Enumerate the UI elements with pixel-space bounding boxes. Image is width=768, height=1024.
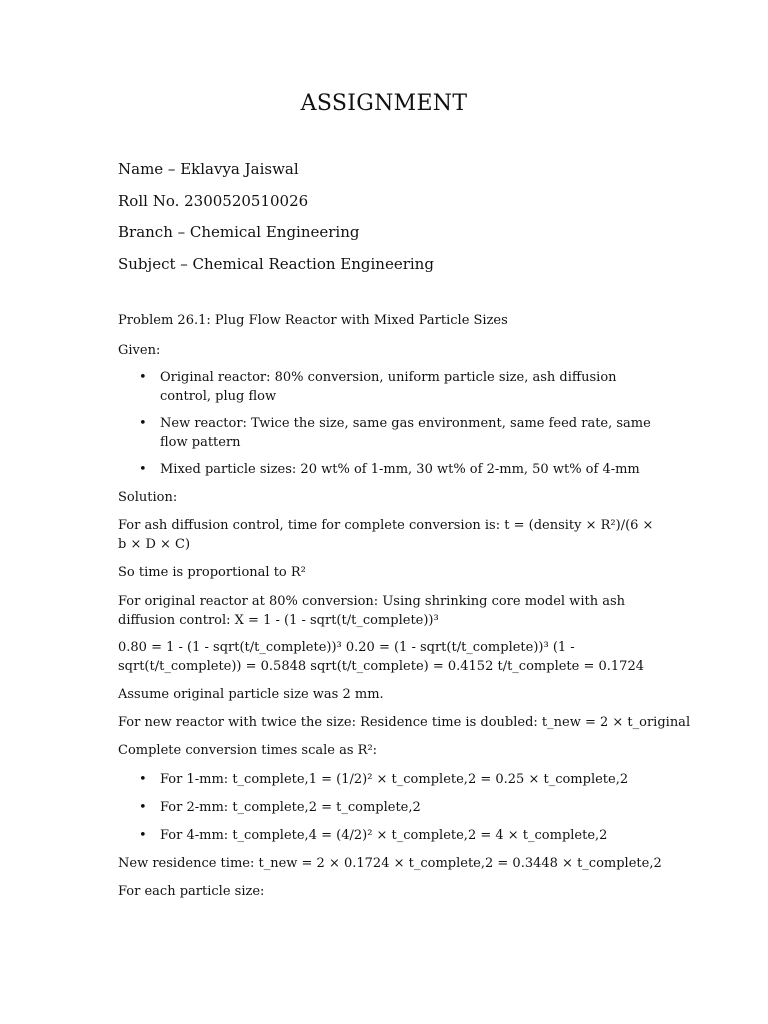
- bullet-text: For 1-mm: t_complete,1 = (1/2)² × t_complete,2 = 0.25 × t_complete,2: [160, 772, 629, 787]
- bullet-text: Mixed particle sizes: 20 wt% of 1-mm, 30 wt% of 2-mm, 50 wt% of 4-mm: [160, 462, 640, 477]
- bullet-text: For 4-mm: t_complete,4 = (4/2)² × t_complete,2 = 4 × t_complete,2: [160, 828, 608, 843]
- paragraph-each-particle-size: For each particle size:: [118, 884, 265, 899]
- bullet-icon: •: [139, 772, 147, 787]
- subject: Subject – Chemical Reaction Engineering: [118, 255, 434, 273]
- roll-number: Roll No. 2300520510026: [118, 192, 309, 210]
- branch: Branch – Chemical Engineering: [118, 223, 360, 241]
- solution-label: Solution:: [118, 490, 178, 505]
- bullet-icon: •: [139, 828, 147, 843]
- document-title: ASSIGNMENT: [300, 91, 468, 116]
- paragraph-ash-diffusion-time: For ash diffusion control, time for complete conversion is: t = (density × R²)/(6 × b × D × C): [118, 518, 654, 552]
- bullet-icon: •: [139, 462, 147, 477]
- bullet-icon: •: [139, 800, 147, 815]
- paragraph-original-reactor: For original reactor at 80% conversion: Using shrinking core model with ash diffusion control: X = 1 - (1 - sqrt(t/t_complete))³: [118, 594, 625, 628]
- bullet-icon: •: [139, 370, 147, 385]
- paragraph-proportionality: So time is proportional to R²: [118, 565, 306, 580]
- bullet-text: Original reactor: 80% conversion, uniform particle size, ash diffusion control, plug flow: [160, 370, 617, 404]
- paragraph-new-reactor: For new reactor with twice the size: Residence time is doubled: t_new = 2 × t_original: [118, 715, 691, 730]
- bullet-text: New reactor: Twice the size, same gas environment, same feed rate, same flow pattern: [160, 416, 651, 450]
- paragraph-assumption: Assume original particle size was 2 mm.: [118, 687, 384, 702]
- problem-title: Problem 26.1: Plug Flow Reactor with Mixed Particle Sizes: [118, 313, 508, 328]
- bullet-text: For 2-mm: t_complete,2 = t_complete,2: [160, 800, 421, 815]
- given-label: Given:: [118, 343, 161, 358]
- paragraph-scaling: Complete conversion times scale as R²:: [118, 743, 378, 758]
- bullet-icon: •: [139, 416, 147, 431]
- paragraph-new-residence-time: New residence time: t_new = 2 × 0.1724 × t_complete,2 = 0.3448 × t_complete,2: [118, 856, 662, 871]
- paragraph-calculation: 0.80 = 1 - (1 - sqrt(t/t_complete))³ 0.20 = (1 - sqrt(t/t_complete))³ (1 - sqrt(t/t_complete)) = 0.5848 sqrt(t/t_complete) = 0.4152 t/t_complete = 0.1724: [118, 640, 644, 674]
- student-name: Name – Eklavya Jaiswal: [118, 160, 299, 178]
